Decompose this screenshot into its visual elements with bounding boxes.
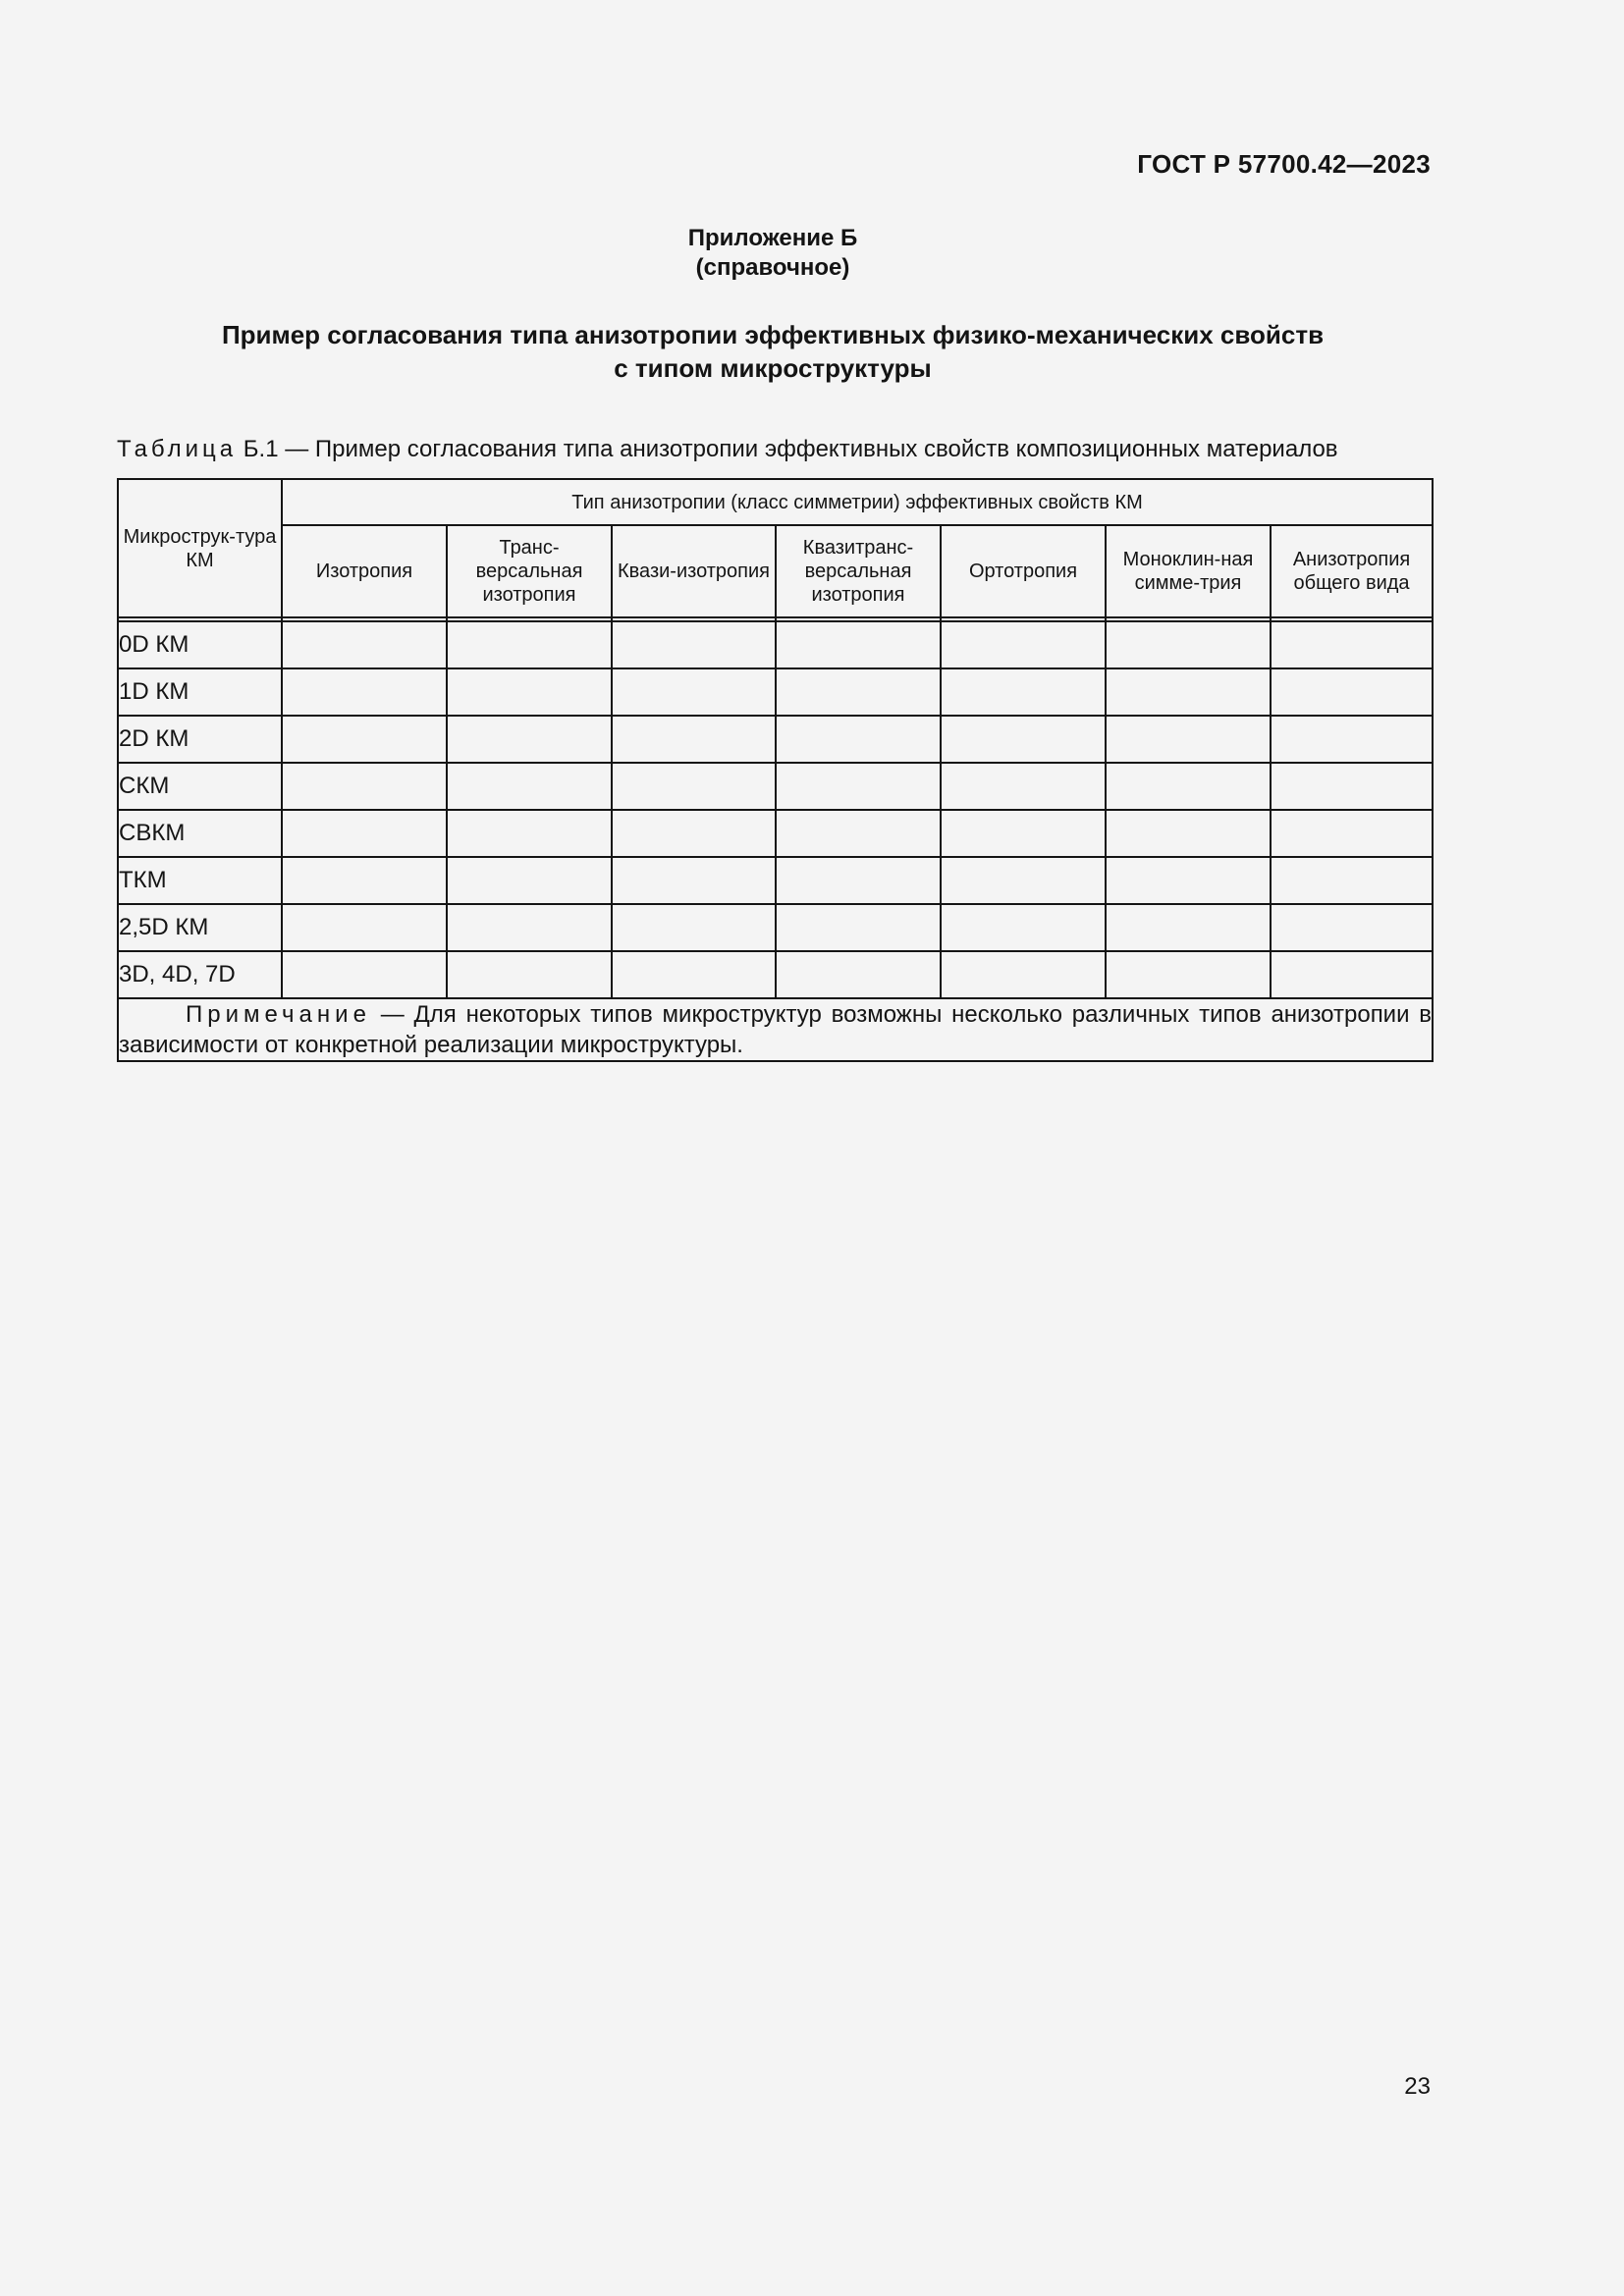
row-header-cell — [118, 479, 282, 617]
table-row — [118, 763, 1433, 810]
table-cell — [1106, 763, 1271, 810]
table-cell — [612, 857, 776, 904]
table-cell — [776, 857, 941, 904]
table-cell — [776, 810, 941, 857]
table-cell — [282, 668, 447, 716]
note-label: Примечание — [186, 1001, 371, 1028]
table-cell — [776, 951, 941, 998]
row-label: СВКМ — [118, 810, 282, 857]
column-header-label: Анизотропия общего вида — [1292, 549, 1411, 594]
table-row — [118, 951, 1433, 998]
column-header — [941, 525, 1106, 617]
table-cell — [447, 810, 612, 857]
table-row — [118, 621, 1433, 668]
table-cell — [941, 857, 1106, 904]
column-header — [612, 525, 776, 617]
table-cell — [776, 904, 941, 951]
table-caption — [117, 436, 1338, 463]
table-cell — [1271, 810, 1433, 857]
table-row — [118, 716, 1433, 763]
appendix-name: Приложение Б — [687, 225, 858, 251]
column-header-label: Квази-изотропия — [618, 561, 770, 582]
column-header-label: Изотропия — [315, 561, 413, 582]
table-cell — [1106, 668, 1271, 716]
column-header — [1106, 525, 1271, 617]
table-cell — [612, 621, 776, 668]
table-row — [118, 668, 1433, 716]
caption-label: Таблица — [117, 436, 238, 462]
table-cell — [612, 763, 776, 810]
row-label: 2D КМ — [118, 716, 282, 763]
column-header-label: Ортотропия — [968, 561, 1078, 582]
table-cell — [941, 763, 1106, 810]
table-cell — [1106, 716, 1271, 763]
column-header — [282, 525, 447, 617]
row-label: 1D КМ — [118, 668, 282, 716]
table-cell — [447, 621, 612, 668]
group-header-cell — [282, 479, 1433, 525]
appendix-heading — [0, 224, 1545, 283]
table-row — [118, 810, 1433, 857]
row-label: 2,5D КМ — [118, 904, 282, 951]
table-cell — [1106, 857, 1271, 904]
row-label: СКМ — [118, 763, 282, 810]
table-cell — [447, 904, 612, 951]
table-cell — [447, 716, 612, 763]
table-cell — [612, 810, 776, 857]
note-row — [118, 998, 1433, 1061]
table-cell — [776, 716, 941, 763]
table-cell — [282, 621, 447, 668]
table-cell — [447, 763, 612, 810]
column-header-label: Квазитранс-версальная изотропия — [802, 537, 914, 606]
table-cell — [941, 716, 1106, 763]
table-cell — [612, 716, 776, 763]
anisotropy-table — [117, 478, 1434, 1062]
table-cell — [1106, 951, 1271, 998]
table-cell — [1271, 763, 1433, 810]
title-line-1: Пример согласования типа анизотропии эффективных физико-механических свойств — [221, 320, 1325, 349]
column-header — [1271, 525, 1433, 617]
row-label: 3D, 4D, 7D — [118, 951, 282, 998]
table-cell — [941, 810, 1106, 857]
table-cell — [282, 810, 447, 857]
row-label: ТКМ — [118, 857, 282, 904]
table-row — [118, 904, 1433, 951]
note-text: — Для некоторых типов микроструктур возможны несколько различных типов анизотропии в зависимости от конкретной реализации микроструктуры. — [119, 1001, 1433, 1058]
page-number: 23 — [1404, 2073, 1431, 2100]
table-cell — [776, 621, 941, 668]
table-cell — [941, 904, 1106, 951]
appendix-title — [0, 318, 1545, 385]
table-cell — [612, 904, 776, 951]
table-cell — [447, 668, 612, 716]
standard-code: ГОСТ Р 57700.42—2023 — [1137, 149, 1431, 179]
column-header — [447, 525, 612, 617]
table-cell — [941, 951, 1106, 998]
table-cell — [1271, 716, 1433, 763]
table-cell — [1271, 857, 1433, 904]
table-cell — [612, 668, 776, 716]
table-cell — [1271, 951, 1433, 998]
table-cell — [1271, 621, 1433, 668]
appendix-status: (справочное) — [695, 254, 850, 281]
row-header-label: Микрострук-тура КМ — [123, 525, 277, 571]
table-cell — [1106, 810, 1271, 857]
column-header-label: Транс-версальная изотропия — [475, 537, 583, 606]
group-header-label: Тип анизотропии (класс симметрии) эффективных свойств КМ — [571, 491, 1143, 513]
table-row — [118, 857, 1433, 904]
table-note — [118, 998, 1433, 1061]
table-cell — [447, 951, 612, 998]
caption-text: Б.1 — Пример согласования типа анизотропии эффективных свойств композиционных материалов — [237, 436, 1338, 462]
title-line-2: с типом микроструктуры — [614, 353, 932, 383]
table-cell — [612, 951, 776, 998]
column-header — [776, 525, 941, 617]
table-cell — [282, 904, 447, 951]
table-cell — [282, 857, 447, 904]
table-cell — [282, 763, 447, 810]
table-cell — [1106, 621, 1271, 668]
row-label: 0D КМ — [118, 621, 282, 668]
table-cell — [1106, 904, 1271, 951]
column-header-label: Моноклин-ная симме-трия — [1122, 549, 1254, 594]
table-cell — [776, 668, 941, 716]
table-cell — [1271, 668, 1433, 716]
table-cell — [941, 621, 1106, 668]
table-cell — [282, 951, 447, 998]
table-cell — [1271, 904, 1433, 951]
table-cell — [282, 716, 447, 763]
table-cell — [941, 668, 1106, 716]
table-cell — [447, 857, 612, 904]
table-cell — [776, 763, 941, 810]
